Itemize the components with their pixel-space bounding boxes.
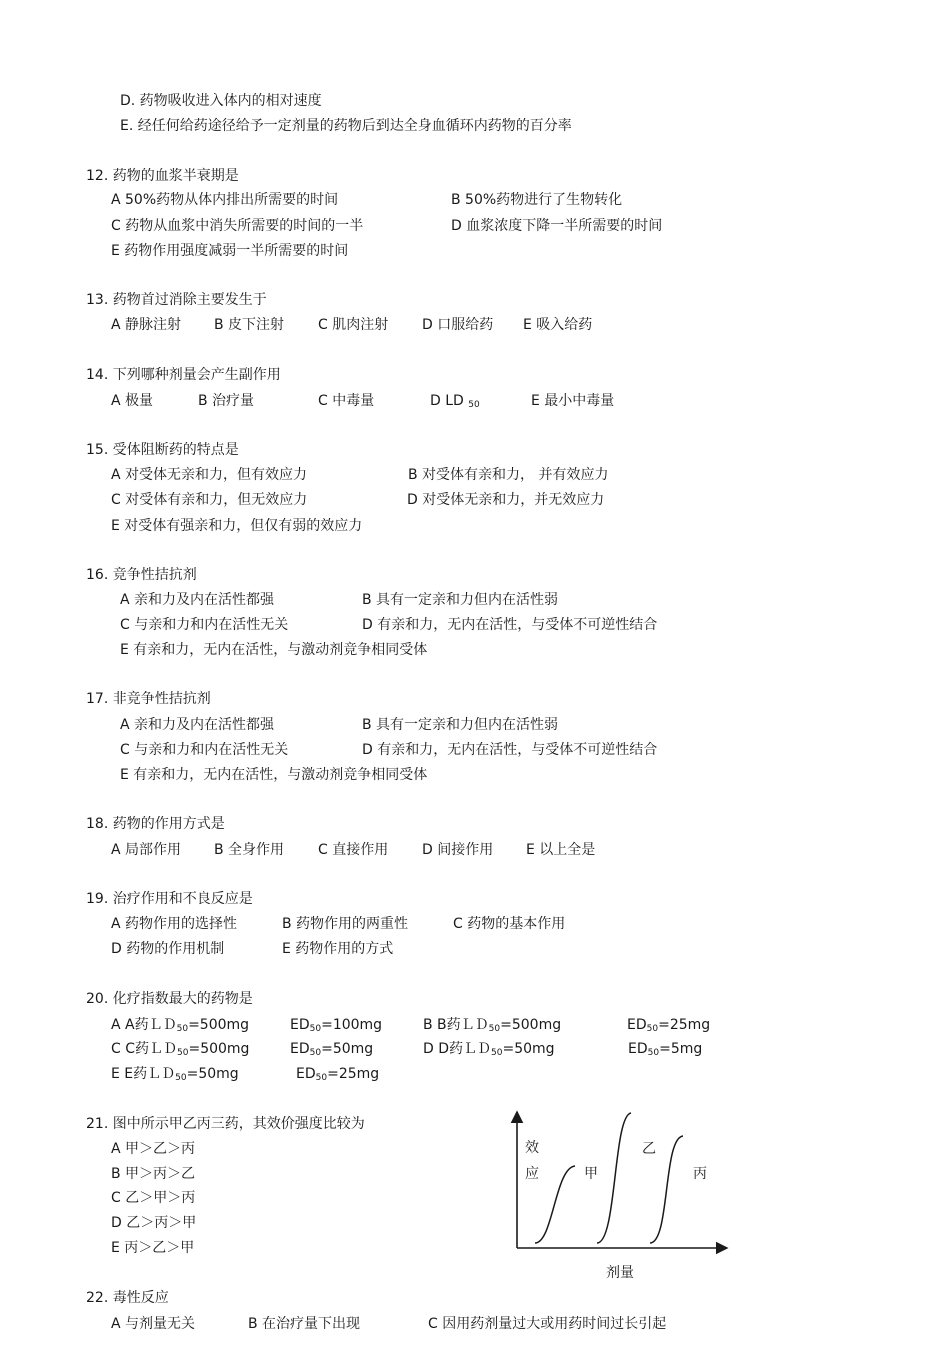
q16-option-c: C 与亲和力和内在活性无关 [120,617,289,633]
curve-jia [535,1166,575,1243]
q12-option-a: A 50%药物从体内排出所需要的时间 [111,192,339,208]
curve-jia-label: 甲 [584,1166,598,1182]
q13-stem: 13. 药物首过消除主要发生于 [86,292,267,308]
q18-option-d: D 间接作用 [422,842,494,858]
q15-stem: 15. 受体阻断药的特点是 [86,442,239,458]
q19-option-b: B 药物作用的两重性 [282,916,409,932]
q21-option-b: B 甲＞丙＞乙 [111,1166,196,1182]
q19-stem: 19. 治疗作用和不良反应是 [86,891,253,907]
q18-option-e: E 以上全是 [526,842,596,858]
q14-stem: 14. 下列哪种剂量会产生副作用 [86,367,281,383]
q21-option-a: A 甲＞乙＞丙 [111,1141,196,1157]
q20-option-c-ed: ED50=50mg [290,1041,374,1058]
q20-option-d-ld: D D药ＬＤ50=50mg [423,1041,555,1058]
q15-option-d: D 对受体无亲和力，并无效应力 [407,492,605,508]
q13-option-b: B 皮下注射 [214,317,285,333]
q21-option-e: E 丙＞乙＞甲 [111,1240,195,1256]
q14-option-a: A 极量 [111,393,154,409]
q20-option-e-ld: E E药ＬＤ50=50mg [111,1066,239,1083]
y-label-1: 效 [525,1140,539,1156]
y-label-2: 应 [525,1166,539,1182]
q20-option-b-ld: B B药ＬＤ50=500mg [423,1017,562,1034]
q20-option-a-ed: ED50=100mg [290,1017,383,1034]
q17-option-d: D 有亲和力，无内在活性，与受体不可逆性结合 [362,742,658,758]
q11-option-e: E. 经任何给药途径给予一定剂量的药物后到达全身血循环内药物的百分率 [120,118,572,134]
q19-option-a: A 药物作用的选择性 [111,916,238,932]
x-label: 剂量 [606,1265,634,1281]
q18-stem: 18. 药物的作用方式是 [86,816,225,832]
q15-option-e: E 对受体有强亲和力，但仅有弱的效应力 [111,518,363,534]
q12-option-c: C 药物从血浆中消失所需要的时间的一半 [111,218,364,234]
q22-option-b: B 在治疗量下出现 [248,1316,361,1332]
q20-option-b-ed: ED50=25mg [627,1017,711,1034]
q14-option-e: E 最小中毒量 [531,393,615,409]
q17-option-c: C 与亲和力和内在活性无关 [120,742,289,758]
q22-option-a: A 与剂量无关 [111,1316,196,1332]
curve-bing-label: 丙 [693,1166,707,1182]
q17-option-a: A 亲和力及内在活性都强 [120,717,275,733]
q18-option-a: A 局部作用 [111,842,182,858]
q20-option-d-ed: ED50=5mg [628,1041,703,1058]
q15-option-b: B 对受体有亲和力， 并有效应力 [408,467,609,483]
q16-option-e: E 有亲和力，无内在活性，与激动剂竞争相同受体 [120,642,428,658]
q16-option-d: D 有亲和力，无内在活性，与受体不可逆性结合 [362,617,658,633]
q16-stem: 16. 竞争性拮抗剂 [86,567,197,583]
q12-option-d: D 血浆浓度下降一半所需要的时间 [451,218,663,234]
q20-option-a-ld: A A药ＬＤ50=500mg [111,1017,250,1034]
q13-option-e: E 吸入给药 [523,317,593,333]
q14-option-d: D LD 50 [430,393,480,410]
q22-option-c: C 因用药剂量过大或用药时间过长引起 [428,1316,667,1332]
q21-option-c: C 乙＞甲＞丙 [111,1190,196,1206]
q19-option-c: C 药物的基本作用 [453,916,566,932]
curve-yi-label: 乙 [642,1141,656,1157]
q12-option-b: B 50%药物进行了生物转化 [451,192,623,208]
q18-option-b: B 全身作用 [214,842,285,858]
q14-option-b: B 治疗量 [198,393,255,409]
q18-option-c: C 直接作用 [318,842,389,858]
q20-option-c-ld: C C药ＬＤ50=500mg [111,1041,250,1058]
q16-option-a: A 亲和力及内在活性都强 [120,592,275,608]
q21-stem: 21. 图中所示甲乙丙三药，其效价强度比较为 [86,1116,365,1132]
q22-stem: 22. 毒性反应 [86,1290,169,1306]
q15-option-a: A 对受体无亲和力，但有效应力 [111,467,308,483]
q12-option-e: E 药物作用强度减弱一半所需要的时间 [111,243,349,259]
q19-option-d: D 药物的作用机制 [111,941,225,957]
q13-option-d: D 口服给药 [422,317,494,333]
q15-option-c: C 对受体有亲和力，但无效应力 [111,492,308,508]
q16-option-b: B 具有一定亲和力但内在活性弱 [362,592,559,608]
q17-option-e: E 有亲和力，无内在活性，与激动剂竞争相同受体 [120,767,428,783]
q17-option-b: B 具有一定亲和力但内在活性弱 [362,717,559,733]
q12-stem: 12. 药物的血浆半衰期是 [86,168,239,184]
q21-option-d: D 乙＞丙＞甲 [111,1215,197,1231]
q14-option-c: C 中毒量 [318,393,375,409]
q11-option-d: D. 药物吸收进入体内的相对速度 [120,93,322,109]
q17-stem: 17. 非竞争性拮抗剂 [86,691,211,707]
q20-stem: 20. 化疗指数最大的药物是 [86,991,253,1007]
q20-option-e-ed: ED50=25mg [296,1066,380,1083]
q13-option-a: A 静脉注射 [111,317,182,333]
q13-option-c: C 肌肉注射 [318,317,389,333]
q19-option-e: E 药物作用的方式 [282,941,394,957]
dose-response-figure [505,1108,735,1288]
curve-yi [597,1113,631,1243]
